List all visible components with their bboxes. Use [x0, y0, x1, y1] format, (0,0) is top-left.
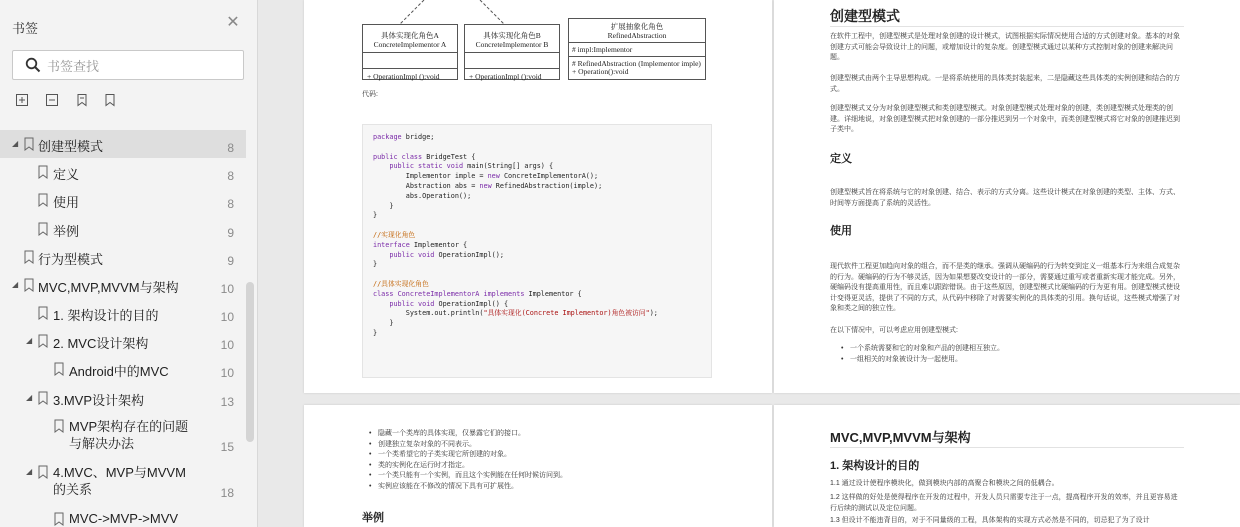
- collapse-triangle-icon[interactable]: ◢: [12, 139, 19, 148]
- sidebar-header: [0, 0, 258, 50]
- bookmark-item[interactable]: [0, 215, 246, 243]
- bookmark-label: 3.MVP设计架构: [53, 393, 145, 408]
- sidebar-scrollbar[interactable]: [246, 282, 254, 442]
- document-view[interactable]: [258, 0, 1240, 527]
- uml-operation: + Operation():void: [572, 67, 629, 76]
- section-heading: 1. 架构设计的目的: [830, 460, 920, 472]
- bookmark-label: 定义: [53, 167, 80, 182]
- bookmark-page: 13: [220, 395, 234, 409]
- document-page: [304, 405, 772, 527]
- bookmark-page: 8: [227, 197, 234, 211]
- collapse-bookmark-icon[interactable]: [44, 92, 62, 110]
- bookmark-page: 15: [220, 440, 234, 454]
- uml-class-box: [568, 18, 706, 80]
- uml-operation: + OperationImpl ():void: [469, 72, 542, 81]
- list-item: • 实例应该能在不修改的情况下具有可扩展性。: [368, 482, 728, 493]
- section-heading: MVC,MVP,MVVM与架构: [830, 430, 971, 445]
- bookmark-item[interactable]: [0, 186, 246, 214]
- uml-class-name: ConcreteImplementor B: [475, 40, 549, 49]
- bookmark-label: 4.MVC、MVP与MVVM的关系: [53, 465, 186, 497]
- bookmark-page: 10: [220, 282, 234, 296]
- uml-class-box: [464, 24, 560, 80]
- bookmark-page: 9: [227, 254, 234, 268]
- bookmark-icon: [24, 278, 34, 297]
- list-item: • 一个系统需要和它的对象和产品的创建相互独立。: [840, 344, 1184, 355]
- bookmark-sidebar: [0, 0, 258, 527]
- bookmark-label: MVC,MVP,MVVM与架构: [38, 280, 179, 295]
- paragraph: 1.2 这样做的好处是使得程序在开发的过程中，开发人员只需要专注于一点，提高程序开发的效率，并且更容易进行后续的测试以及定位问题。: [830, 494, 1178, 512]
- code-block: package bridge; public class BridgeTest { public static void main(String[] args) { Implementor imple = new ConcreteImplementorA(); Abstraction abs = new RefinedAbstraction(imple); abs.Operation(); } } //实现化角色 interface Implementor { public void OperationImpl(); } //具体实现化角色 class ConcreteImplementorA implements Implementor { public void OperationImpl() { System.out.println("具体实现化(Concrete Implementor)角色被访问"); } }: [362, 124, 712, 378]
- bookmark-icon: [38, 391, 48, 410]
- close-icon[interactable]: ✕: [226, 14, 240, 31]
- list-item: • 类的实例化在运行时才指定。: [368, 461, 728, 472]
- bookmark-label: MVP架构存在的问题与解决办法: [69, 419, 189, 451]
- paragraph: 1.3 但设计不能违背目的，对于不同量级的工程，具体架构的实现方式必然是不同的，切忌犯了为了设计: [830, 517, 1150, 524]
- bookmark-label: Android中的MVC: [69, 364, 169, 379]
- collapse-triangle-icon[interactable]: ◢: [12, 280, 19, 289]
- bookmark-label: 使用: [53, 195, 80, 210]
- list-item: • 一组相关的对象被设计为一起使用。: [840, 355, 1184, 366]
- paragraph: 在以下情况中，可以考虑应用创建型模式:: [830, 327, 958, 334]
- bookmark-label: 1. 架构设计的目的: [53, 308, 159, 323]
- bookmark-page: 10: [220, 338, 234, 352]
- section-heading: 使用: [830, 225, 852, 237]
- paragraph: 创建型模式旨在将系统与它的对象创建、结合、表示的方式分离。这些设计模式在对象创建的类型、主体、方式、时间等方面提高了系统的灵活性。: [830, 189, 1180, 207]
- bookmark-item[interactable]: [0, 458, 246, 504]
- bookmark-icon: [38, 193, 48, 212]
- bookmark-label: 举例: [53, 224, 80, 239]
- bookmark-label: MVC->MVP->MVV: [69, 511, 179, 526]
- bookmark-item[interactable]: [0, 271, 246, 299]
- uml-operation: + OperationImpl ():void: [367, 72, 440, 81]
- bookmark-icon: [54, 512, 64, 527]
- code-label: 代码:: [362, 91, 378, 98]
- bookmark-label: 2. MVC设计架构: [53, 336, 149, 351]
- bookmark-label: 创建型模式: [38, 139, 104, 154]
- collapse-triangle-icon[interactable]: ◢: [26, 467, 33, 476]
- section-heading: 举例: [362, 512, 384, 524]
- uml-class-name: ConcreteImplementor A: [373, 40, 447, 49]
- uml-operation: # RefinedAbstraction (Implementor imple): [572, 59, 701, 68]
- uml-attribute: # impl:Implementor: [569, 43, 705, 57]
- collapse-triangle-icon[interactable]: ◢: [26, 336, 33, 345]
- bookmark-icon: [38, 465, 48, 484]
- bookmark-search-input[interactable]: [47, 56, 237, 76]
- paragraph: 1.1 通过设计使程序模块化，做到模块内部的高聚合和模块之间的低耦合。: [830, 480, 1059, 487]
- list-item: • 创建独立复杂对象的不同表示。: [368, 440, 728, 451]
- bookmark-item[interactable]: [0, 130, 246, 158]
- collapse-triangle-icon[interactable]: ◢: [26, 393, 33, 402]
- bookmark-page: 18: [220, 486, 234, 500]
- bookmark-label: 行为型模式: [38, 252, 104, 267]
- paragraph: 现代软件工程更加趋向对象的组合，而不是类的继承。强调从硬编码的行为转变到定义一组基本行为来组合成复杂的行为。硬编码的行为不够灵活，因为如果想要改变设计的一部分，需要通过重写或者重新实现才能完成。另外，硬编码没有提高重用性，而且难以跟踪错误。由于这些原因，创建型模式比硬编码的行为更有用。创建型模式使设计变得更灵活，提供了不同的方式，从代码中移除了对需要实例化的具体类的引用。换句话说，这些模式增强了对象和类之间的独立性。: [830, 263, 1180, 312]
- bookmark-icon: [54, 419, 64, 438]
- sidebar-title: 书签: [12, 21, 39, 36]
- bullet-list: [840, 344, 1184, 365]
- uml-class-box: [362, 24, 458, 80]
- bookmark-item[interactable]: [0, 243, 246, 271]
- uml-class-title: 具体实现化角色A: [381, 31, 439, 40]
- paragraph: 创建型模式又分为对象创建型模式和类创建型模式。对象创建型模式处理对象的创建，类创建型模式处理类的创建。详细地说，对象创建型模式把对象创建的一部分推迟到另一个对象中，而类创建型模式将它对象的创建推迟到子类中。: [830, 105, 1180, 133]
- bookmark-item[interactable]: [0, 384, 246, 412]
- bookmark-icon: [38, 222, 48, 241]
- bookmark-icon: [24, 250, 34, 269]
- bookmark-item[interactable]: [0, 505, 246, 527]
- bookmark-item[interactable]: [0, 327, 246, 355]
- bookmark-page: 8: [227, 141, 234, 155]
- bookmark-page: 9: [227, 226, 234, 240]
- bookmark-item[interactable]: [0, 158, 246, 186]
- bookmark-page: 10: [220, 310, 234, 324]
- bookmark-item[interactable]: [0, 355, 246, 383]
- paragraph: 创建型模式由两个主导思想构成。一是将系统使用的具体类封装起来，二是隐藏这些具体类的实例创建和结合的方式。: [830, 75, 1180, 93]
- bookmark-search-box[interactable]: [12, 50, 244, 80]
- bookmark-icon: [24, 137, 34, 156]
- section-heading: 定义: [830, 153, 852, 165]
- bookmark-icon: [38, 306, 48, 325]
- bookmark-page: 10: [220, 366, 234, 380]
- uml-class-title: 具体实现化角色B: [483, 31, 541, 40]
- bookmark-item[interactable]: [0, 299, 246, 327]
- bookmark-icon: [38, 165, 48, 184]
- expand-bookmark-icon[interactable]: [14, 92, 32, 110]
- search-icon: [25, 57, 41, 78]
- bookmark-page: 8: [227, 169, 234, 183]
- bookmark-tree: [0, 122, 246, 527]
- uml-class-title: 扩展抽象化角色: [610, 22, 664, 31]
- add-bookmark-icon[interactable]: [74, 92, 92, 110]
- remove-bookmark-icon[interactable]: [102, 92, 120, 110]
- bookmark-icon: [38, 334, 48, 353]
- document-page: [774, 0, 1240, 393]
- section-heading: 创建型模式: [830, 8, 900, 24]
- list-item: • 一个类希望它的子类实现它所创建的对象。: [368, 450, 728, 461]
- document-page: [304, 0, 772, 393]
- document-page: [774, 405, 1240, 527]
- uml-class-name: RefinedAbstraction: [607, 31, 667, 40]
- list-item: • 隐藏一个类库的具体实现，仅暴露它们的接口。: [368, 429, 728, 440]
- bookmark-icon: [54, 362, 64, 381]
- paragraph: 在软件工程中，创建型模式是处理对象创建的设计模式，试图根据实际情况使用合适的方式创建对象。基本的对象创建方式可能会导致设计上的问题，或增加设计的复杂度。创建型模式通过以某种方式控制对象的创建来解决问题。: [830, 33, 1180, 61]
- bullet-list: [368, 429, 728, 492]
- bookmark-item[interactable]: [0, 412, 246, 458]
- list-item: • 一个类只能有一个实例，而且这个实例能在任何时候访问到。: [368, 471, 728, 482]
